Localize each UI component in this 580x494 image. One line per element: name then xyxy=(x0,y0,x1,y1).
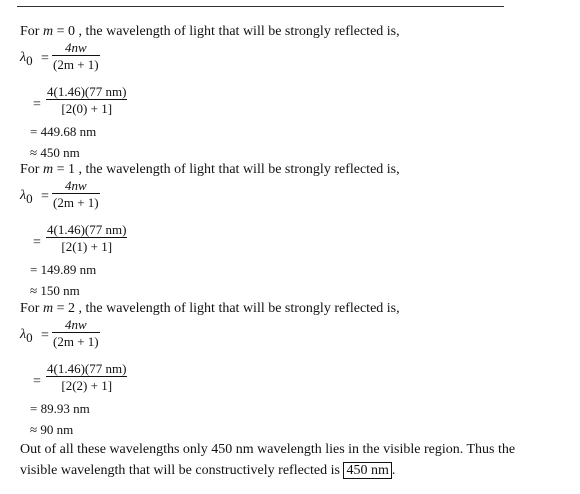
lambda-label xyxy=(20,327,33,346)
result-approx: ≈ 150 nm xyxy=(30,283,80,298)
equals-sign: = xyxy=(41,328,49,343)
intro-rest: , the wavelength of light that will be strongly reflected is, xyxy=(74,162,400,177)
result-exact: = 449.68 nm xyxy=(30,124,97,139)
lambda-symbol: λ xyxy=(20,327,27,342)
intro-for: For xyxy=(20,162,43,177)
result-approx: ≈ 90 nm xyxy=(30,422,74,437)
equals-sign: = xyxy=(41,189,49,204)
intro-for: For xyxy=(20,24,43,39)
lambda-symbol: λ xyxy=(20,50,27,65)
fraction-numerator: 4nw xyxy=(64,40,87,55)
intro-rest: , the wavelength of light that will be strongly reflected is, xyxy=(74,24,400,39)
conclusion-line-1: Out of all these wavelengths only 450 nm wavelength lies in the visible region. Thus the xyxy=(20,442,516,457)
fraction-numerator: 4(1.46)(77 nm) xyxy=(47,84,127,99)
lambda-label xyxy=(20,50,33,69)
lambda-subscript: 0 xyxy=(26,52,33,68)
fraction-formula xyxy=(52,178,100,210)
fraction-denominator: [2(2) + 1] xyxy=(46,376,127,393)
equals-sign: = xyxy=(33,97,41,112)
fraction-denominator: [2(1) + 1] xyxy=(46,237,127,254)
fraction-substitution xyxy=(46,222,127,254)
lambda-symbol: λ xyxy=(20,188,27,203)
intro-eq: = 0 xyxy=(53,24,75,39)
intro-line xyxy=(20,301,400,317)
fraction-substitution xyxy=(46,361,127,393)
result-approx: ≈ 450 nm xyxy=(30,145,80,160)
intro-line xyxy=(20,24,400,40)
conclusion-line-2 xyxy=(20,461,395,481)
equals-sign: = xyxy=(33,235,41,250)
fraction-numerator: 4(1.46)(77 nm) xyxy=(47,361,127,376)
conclusion-text: visible wavelength that will be constructively reflected is xyxy=(20,463,344,478)
fraction-denominator: (2m + 1) xyxy=(53,195,99,210)
fraction-numerator: 4(1.46)(77 nm) xyxy=(47,222,127,237)
intro-var: m xyxy=(42,301,54,316)
intro-var: m xyxy=(42,162,54,177)
equals-sign: = xyxy=(41,51,49,66)
fraction-numerator: 4nw xyxy=(64,317,87,332)
intro-var: m xyxy=(42,24,54,39)
top-rule xyxy=(17,6,504,7)
fraction-denominator: [2(0) + 1] xyxy=(46,99,127,116)
fraction-formula xyxy=(52,317,100,349)
fraction-formula xyxy=(52,40,100,72)
lambda-subscript: 0 xyxy=(26,329,33,345)
fraction-denominator: (2m + 1) xyxy=(53,57,99,72)
conclusion-period: . xyxy=(391,463,396,478)
fraction-numerator: 4nw xyxy=(64,178,87,193)
equals-sign: = xyxy=(33,374,41,389)
intro-eq: = 2 xyxy=(53,301,75,316)
intro-line xyxy=(20,162,400,178)
lambda-subscript: 0 xyxy=(26,190,33,206)
result-exact: = 149.89 nm xyxy=(30,262,97,277)
intro-rest: , the wavelength of light that will be strongly reflected is, xyxy=(74,301,400,316)
fraction-substitution xyxy=(46,84,127,116)
boxed-answer: 450 nm xyxy=(343,462,391,479)
lambda-label xyxy=(20,188,33,207)
fraction-denominator: (2m + 1) xyxy=(53,334,99,349)
intro-for: For xyxy=(20,301,43,316)
intro-eq: = 1 xyxy=(53,162,75,177)
result-exact: = 89.93 nm xyxy=(30,401,90,416)
